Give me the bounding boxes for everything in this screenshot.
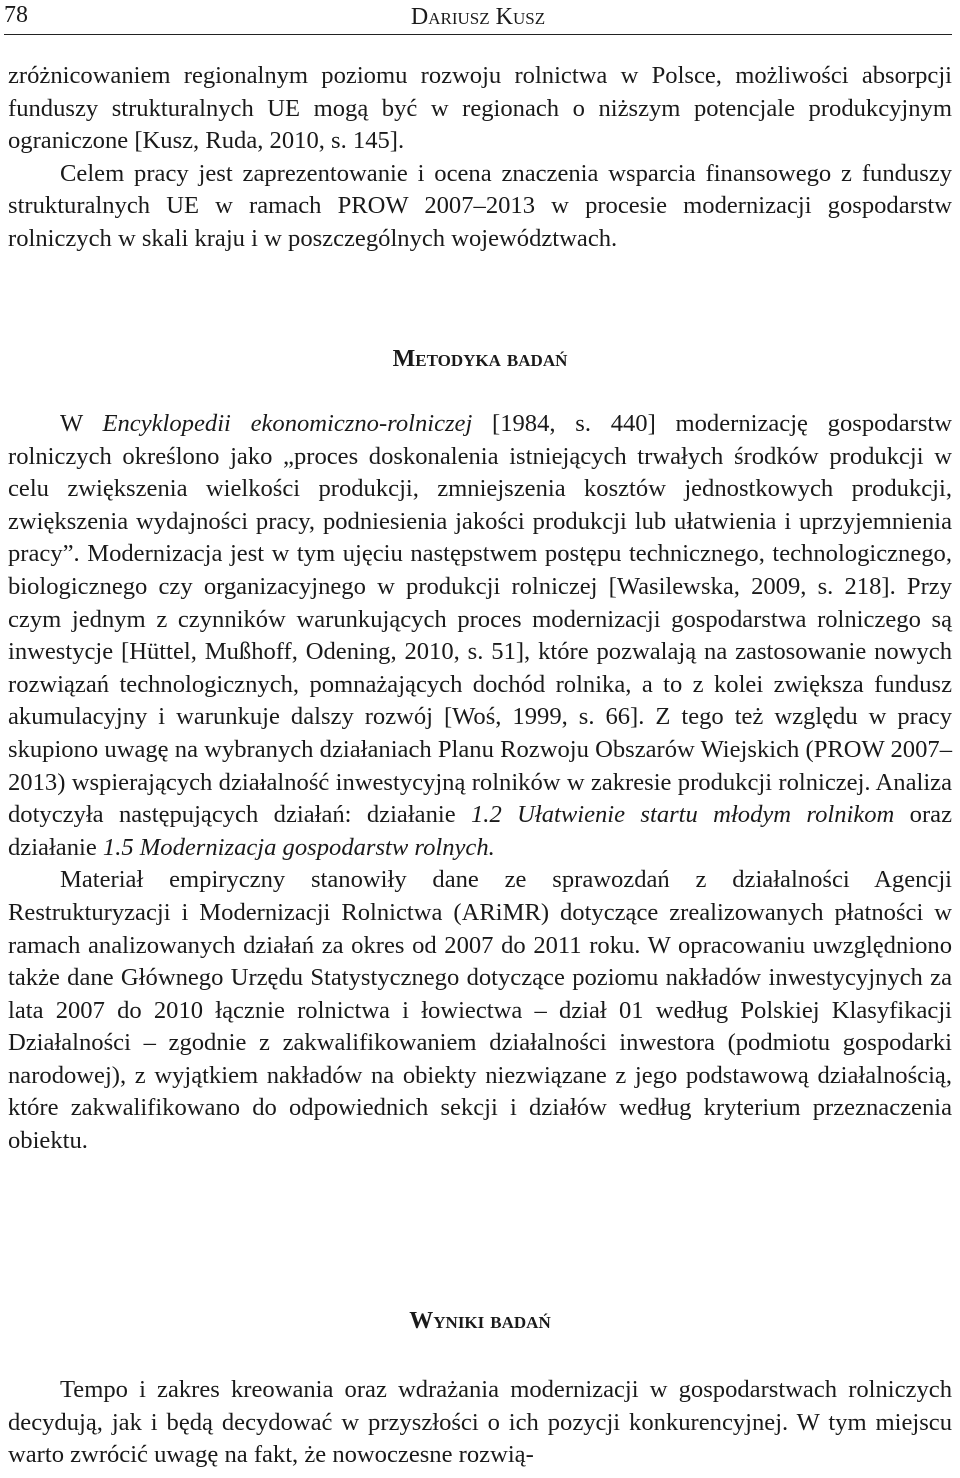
page-header: [4, 0, 952, 35]
intro-section: [8, 60, 952, 256]
intro-paragraph-1: zróżnicowaniem regionalnym poziomu rozwoju rolnictwa w Polsce, możliwości absorpcji funduszy strukturalnych UE mogą być w regionach o niższym potencjale produkcyjnym ograniczone [Kusz, Ruda, 2010, s. 145].: [8, 62, 952, 155]
methods-section: [8, 408, 952, 1158]
measure-1-5-title: 1.5 Modernizacja gospodarstw rolnych.: [102, 833, 495, 861]
methods-text-b: oraz działanie: [8, 801, 953, 861]
running-head: Dariusz Kusz: [410, 4, 546, 30]
results-section: [8, 1374, 952, 1472]
intro-paragraph-2: Celem pracy jest zaprezentowanie i ocena znaczenia wsparcia finansowego z funduszy strukturalnych UE w ramach PROW 2007–2013 w procesie modernizacji gospodarstw rolniczych w skali kraju i w poszczególnych województwach.: [8, 159, 952, 252]
methods-paragraph-1: [8, 408, 952, 864]
results-heading: Wyniki badań: [409, 1308, 551, 1334]
encyclopedia-title: Encyklopedii ekonomiczno-rolniczej: [102, 410, 473, 437]
measure-1-2-title: 1.2 Ułatwienie startu młodym rolnikom: [471, 801, 895, 829]
methods-paragraph-2: Materiał empiryczny stanowiły dane ze sprawozdań z działalności Agencji Restrukturyzacji i Modernizacji Rolnictwa (ARiMR) dotyczące zrealizowanych płatności w ramach analizowanych działań za okres od 2007 do 2011 roku. W opracowaniu uwzględniono także dane Głównego Urzędu Statystycznego dotyczące poziomu nakładów inwestycyjnych za lata 2007 do 2010 łącznie rolnictwa i łowiectwa – dział 01 według Polskiej Klasyfikacji Działalności – zgodnie z zakwalifikowaniem działalności inwestora (podmiotu gospodarki narodowej), z wyjątkiem nakładów na obiekty niezwiązane z jego podstawową działalnością, które zakwalifikowano do odpowiednich sekcji i działów według kryterium przeznaczenia obiektu.: [8, 866, 952, 1155]
results-paragraph-1: Tempo i zakres kreowania oraz wdrażania modernizacji w gospodarstwach rolniczych decydują, jak i będą decydować w przyszłości o ich pozycji konkurencyjnej. W tym miejscu warto zwrócić uwagę na fakt, że nowoczesne rozwią-: [8, 1376, 952, 1469]
methods-heading: Metodyka badań: [392, 346, 568, 372]
page-number: 78: [4, 2, 28, 28]
methods-lead: W: [60, 410, 103, 437]
methods-text-a: [1984, s. 440] modernizację gospodarstw rolniczych określono jako „proces doskonalenia istniejących trwałych środków produkcji w celu zwiększenia wielkości produkcji, zmniejszenia kosztów jednostkowych produkcji, zwiększenia wydajności pracy, podniesienia jakości produkcji lub ułatwienia i uprzyjemnienia pracy”. Modernizacja jest w tym ujęciu następstwem postępu technicznego, technologicznego, biologicznego czy organizacyjnego w produkcji rolniczej [Wasilewska, 2009, s. 218]. Przy czym jednym z czynników warunkujących proces modernizacji gospodarstwa rolniczego są inwestycje [Hüttel, Mußhoff, Odening, 2010, s. 51], które pozwalają na zastosowanie nowych rozwiązań technologicznych, pomnażających dochód rolnika, a to z kolei zwiększa fundusz akumulacyjny i warunkuje dalszy rozwój [Woś, 1999, s. 66]. Z tego też względu w pracy skupiono uwagę na wybranych działaniach Planu Rozwoju Obszarów Wiejskich (PROW 2007–2013) wspierających działalność inwestycyjną rolników w zakresie produkcji rolniczej. Analiza dotyczyła następujących działań: działanie: [8, 410, 952, 829]
